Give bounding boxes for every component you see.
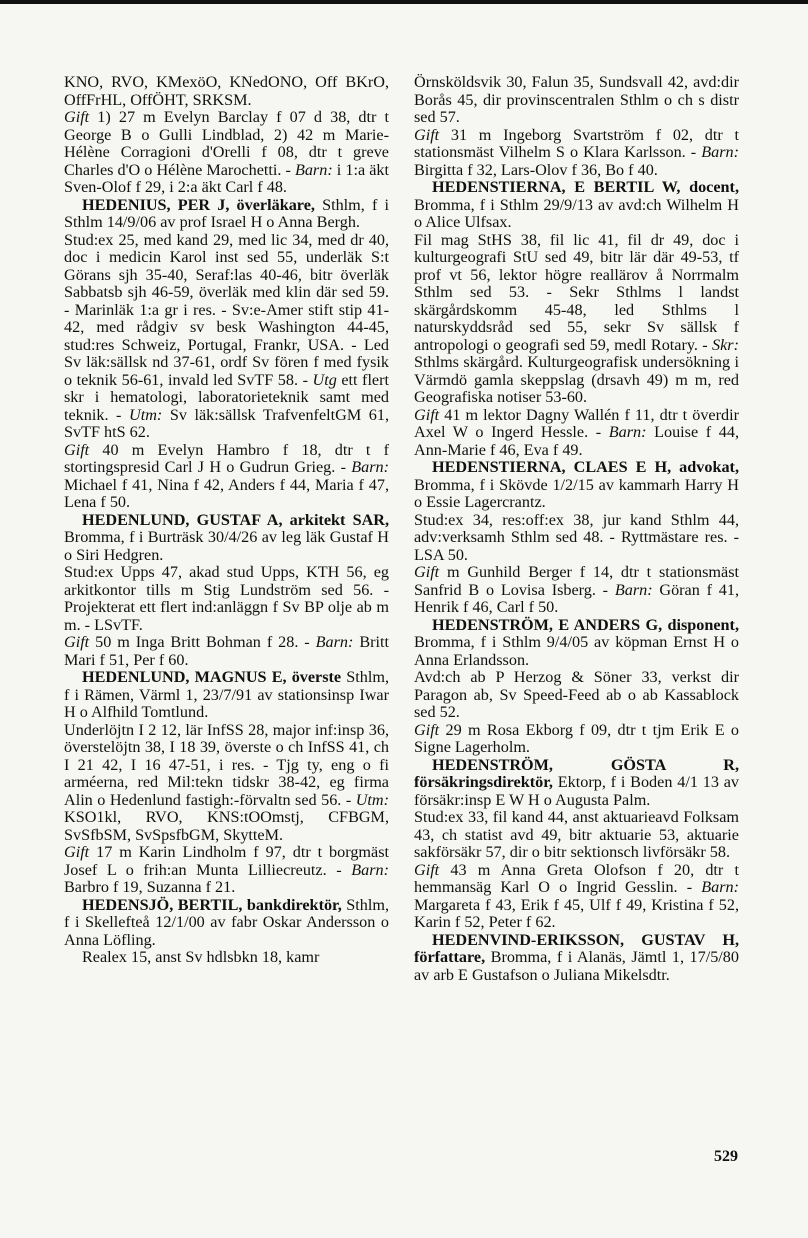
entry-headword: HEDENSTRÖM, E ANDERS G, disponent, <box>432 615 739 634</box>
entry-text: Bromma, f i Skövde 1/2/15 av kammarh Harry H o Essie Lagercrantz. <box>414 475 739 511</box>
entry-text: 43 m Anna Greta Olofson f 20, dtr t hemmansäg Karl O o Ingrid Gesslin. - <box>414 860 739 896</box>
entry-text: Göran f 41, Henrik f 46, Carl f 50. <box>414 580 740 616</box>
entry-text: Barbro f 19, Suzanna f 21. <box>64 878 236 896</box>
entry-paragraph <box>414 179 739 232</box>
entry-continuation <box>414 722 739 757</box>
entry-text: Louise f 44, Ann-Marie f 46, Eva f 49. <box>414 423 739 459</box>
entry-text: Underlöjtn I 2 12, lär InfSS 28, major inf:insp 36, överstelöjtn 38, I 18 39, överste o ch InfSS 41, ch I 21 42, I 16 47-51, i res. - Tjg ty, eng o fi arméerna, red Mil:tekn tidskr 38-42, eg firma Alin o Hedenlund fastigh:-förvaltn sed 56. - <box>64 720 389 809</box>
entry-continuation <box>64 564 389 634</box>
entry-text: Stud:ex 25, med kand 29, med lic 34, med dr 40, doc i medicin Karol inst sed 55, underläk S:t Görans sjh 35-40, Seraf:las 40-46, bitr överläk Sabbatsb sjh 46-59, överläk med klin där sed 59. - Marinläk 1:a gr i res. - Sv:e-Amer stift stip 41-42, med rådgiv sv besk Washington 44-45, stud:res Schweiz, Portugal, Frankr, USA. - Led Sv läk:sällsk nd 37-61, ordf Sv fören f med fysik o teknik 56-61, invald led SvTF 58. - <box>64 230 389 389</box>
entry-text: 17 m Karin Lindholm f 97, dtr t borgmäst Josef L o frih:an Munta Lilliecreutz. - <box>64 843 389 879</box>
entry-text: Örnsköldsvik 30, Falun 35, Sundsvall 42, avd:dir Borås 45, dir provinscentralen Sthlm o ch s distr sed 57. <box>414 73 739 126</box>
entry-continuation <box>64 232 389 442</box>
italic-label: Barn: <box>701 878 739 896</box>
italic-label: Gift <box>64 633 90 651</box>
entry-text: Avd:ch ab P Herzog & Söner 33, verkst dir Paragon ab, Sv Speed-Feed ab o ab Kassablock sed 52. <box>414 668 739 721</box>
top-border-rule <box>0 0 808 4</box>
entry-text: Sthlm, f i Skellefteå 12/1/00 av fabr Oskar Andersson o Anna Löfling. <box>64 895 389 949</box>
entry-continuation <box>414 512 739 565</box>
entry-paragraph <box>414 617 739 670</box>
entry-headword: HEDENLUND, MAGNUS E, överste <box>82 668 342 686</box>
entry-headword: HEDENVIND-ERIKSSON, GUSTAV H, författare, <box>414 930 739 966</box>
entry-text: Bromma, f i Alanäs, Jämtl 1, 17/5/80 av arb E Gustafson o Juliana Mikelsdtr. <box>414 948 739 984</box>
entry-text: Sthlm, f i Rämen, Värml 1, 23/7/91 av stationsinsp Iwar H o Alfhild Tomtlund. <box>64 668 389 721</box>
entry-text: Sthlm, f i Sthlm 14/9/06 av prof Israel H o Anna Bergh. <box>64 195 389 231</box>
entry-paragraph <box>64 669 389 722</box>
entry-paragraph <box>414 932 739 985</box>
entry-text: KNO, RVO, KMexöO, KNedONO, Off BKrO, OffFrHL, OffÖHT, SRKSM. <box>64 73 389 109</box>
entry-headword: HEDENSJÖ, BERTIL, bankdirektör, <box>82 895 342 914</box>
entry-continuation <box>64 844 389 897</box>
entry-text: Stud:ex 33, fil kand 44, anst aktuarieavd Folksam 43, ch statist avd 49, bitr aktuarie 53, aktuarie sakförsäkr 57, dir o bitr sektionsch livförsäkr 58. <box>414 808 739 861</box>
entry-paragraph <box>64 897 389 950</box>
entry-paragraph <box>414 757 739 810</box>
entry-continuation <box>414 407 739 460</box>
entry-continuation <box>414 127 739 180</box>
italic-label: Barn: <box>294 160 333 179</box>
entry-paragraph <box>64 949 389 967</box>
italic-label: Gift <box>64 843 90 861</box>
entry-paragraph <box>414 459 739 512</box>
italic-label: Barn: <box>608 423 647 441</box>
italic-label: Gift <box>64 440 90 459</box>
italic-label: Barn: <box>614 580 653 599</box>
entry-text: Stud:ex 34, res:off:ex 38, jur kand Sthlm 44, adv:verksamh Sthlm sed 48. - Ryttmästare res. - LSA 50. <box>414 510 739 564</box>
entry-continuation <box>64 74 389 109</box>
italic-label: Gift <box>414 125 440 144</box>
entry-text: Bromma, f i Sthlm 9/4/05 av köpman Ernst H o Anna Erlandsson. <box>414 633 739 669</box>
entry-text: 31 m Ingeborg Svartström f 02, dtr t stationsmäst Vilhelm S o Klara Karlsson. - <box>414 125 739 161</box>
entry-text: ett flert skr i hematologi, laboratorieteknik samt med teknik. - <box>64 370 390 424</box>
entry-headword: HEDENIUS, PER J, överläkare, <box>82 195 315 214</box>
entry-text: Bromma, f i Sthlm 29/9/13 av avd:ch Wilhelm H o Alice Ulfsax. <box>414 195 739 231</box>
entry-continuation <box>414 74 739 127</box>
italic-label: Gift <box>414 860 440 879</box>
entry-headword: HEDENSTRÖM, GÖSTA R, försäkringsdirektör, <box>414 755 739 791</box>
entry-text: i 1:a äkt Sven-Olof f 29, i 2:a äkt Carl f 48. <box>64 160 389 196</box>
italic-label: Skr: <box>712 335 739 354</box>
italic-label: Barn: <box>315 633 354 651</box>
entry-text: KSO1kl, RVO, KNS:tOOmstj, CFBGM, SvSfbSM, SvSpsfbGM, SkytteM. <box>64 808 389 844</box>
entry-text: Michael f 41, Nina f 42, Anders f 44, Maria f 47, Lena f 50. <box>64 475 389 511</box>
entry-continuation <box>64 109 389 197</box>
entry-text: Realex 15, anst Sv hdlsbkn 18, kamr <box>82 948 320 966</box>
italic-label: Utg <box>312 370 337 389</box>
entry-text: 41 m lektor Dagny Wallén f 11, dtr t överdir Axel W o Ingerd Hessle. - <box>414 405 739 441</box>
page-number: 529 <box>714 1148 738 1165</box>
entry-continuation <box>414 232 739 407</box>
italic-label: Barn: <box>701 143 739 161</box>
entry-text: Sthlms skärgård. Kulturgeografisk undersökning i Värmdö gamla skeppslag (drsavh 49) m m, red Geografiska notiser 53-60. <box>414 353 739 406</box>
entry-paragraph <box>64 512 389 565</box>
entry-continuation <box>414 564 739 617</box>
italic-label: Utm: <box>129 405 163 424</box>
entry-text: 1) 27 m Evelyn Barclay f 07 d 38, dtr t George B o Gulli Lindblad, 2) 42 m Marie-Hélène Corragioni d'Orelli f 08, dtr t greve Charles d'O o Hélène Marochetti. - <box>64 108 389 179</box>
entry-text: 40 m Evelyn Hambro f 18, dtr t f stortingspresid Carl J H o Gudrun Grieg. - <box>64 440 389 476</box>
entry-continuation <box>64 722 389 845</box>
entry-text: 50 m Inga Britt Bohman f 28. - <box>89 633 316 651</box>
entry-continuation <box>64 442 389 512</box>
left-column <box>64 74 389 967</box>
entry-text: Fil mag StHS 38, fil lic 41, fil dr 49, doc i kulturgeografi StU sed 49, bitr lär där 49-53, tf prof vt 56, lektor högre reallärov å Norrmalm Sthlm sed 53. - Sekr Sthlms l landst skärgårdskomm 45-48, led Sthlms l naturskyddsråd sed 55, sekr Sv sällsk f antropologi o geografi sed 59, medl Rotary. - <box>414 230 739 354</box>
italic-label: Gift <box>414 563 440 581</box>
entry-headword: HEDENSTIERNA, E BERTIL W, docent, <box>432 178 739 196</box>
entry-continuation <box>64 634 389 669</box>
entry-text: Margareta f 43, Erik f 45, Ulf f 49, Kristina f 52, Karin f 52, Peter f 62. <box>414 895 739 931</box>
italic-label: Utm: <box>355 790 389 809</box>
italic-label: Barn: <box>351 458 389 476</box>
entry-text: Bromma, f i Burträsk 30/4/26 av leg läk Gustaf H o Siri Hedgren. <box>64 528 389 564</box>
entry-text: Ektorp, f i Boden 4/1 13 av försäkr:insp E W H o Augusta Palm. <box>414 773 739 809</box>
entry-text: Britt Mari f 51, Per f 60. <box>64 633 389 669</box>
italic-label: Gift <box>64 108 90 126</box>
entry-text: 29 m Rosa Ekborg f 09, dtr t tjm Erik E o Signe Lagerholm. <box>414 720 739 756</box>
entry-text: Sv läk:sällsk TrafvenfeltGM 61, SvTF htS 62. <box>64 405 389 441</box>
entry-headword: HEDENLUND, GUSTAF A, arkitekt SAR, <box>82 510 389 529</box>
entry-text: Stud:ex Upps 47, akad stud Upps, KTH 56, eg arkitkontor tills m Stig Lundström sed 56. - Projekterat ett flert ind:anläggn f Sv BP olje ab m m. - LSvTF. <box>64 563 389 634</box>
italic-label: Gift <box>414 405 440 424</box>
right-column <box>414 74 739 984</box>
italic-label: Gift <box>414 720 440 739</box>
entry-headword: HEDENSTIERNA, CLAES E H, advokat, <box>432 458 739 476</box>
italic-label: Barn: <box>351 860 389 879</box>
entry-continuation <box>414 669 739 722</box>
entry-text: m Gunhild Berger f 14, dtr t stationsmäst Sanfrid B o Lovisa Isberg. - <box>414 563 739 599</box>
entry-continuation <box>414 809 739 862</box>
entry-text: Birgitta f 32, Lars-Olov f 36, Bo f 40. <box>414 160 658 179</box>
entry-paragraph <box>64 197 389 232</box>
entry-continuation <box>414 862 739 932</box>
